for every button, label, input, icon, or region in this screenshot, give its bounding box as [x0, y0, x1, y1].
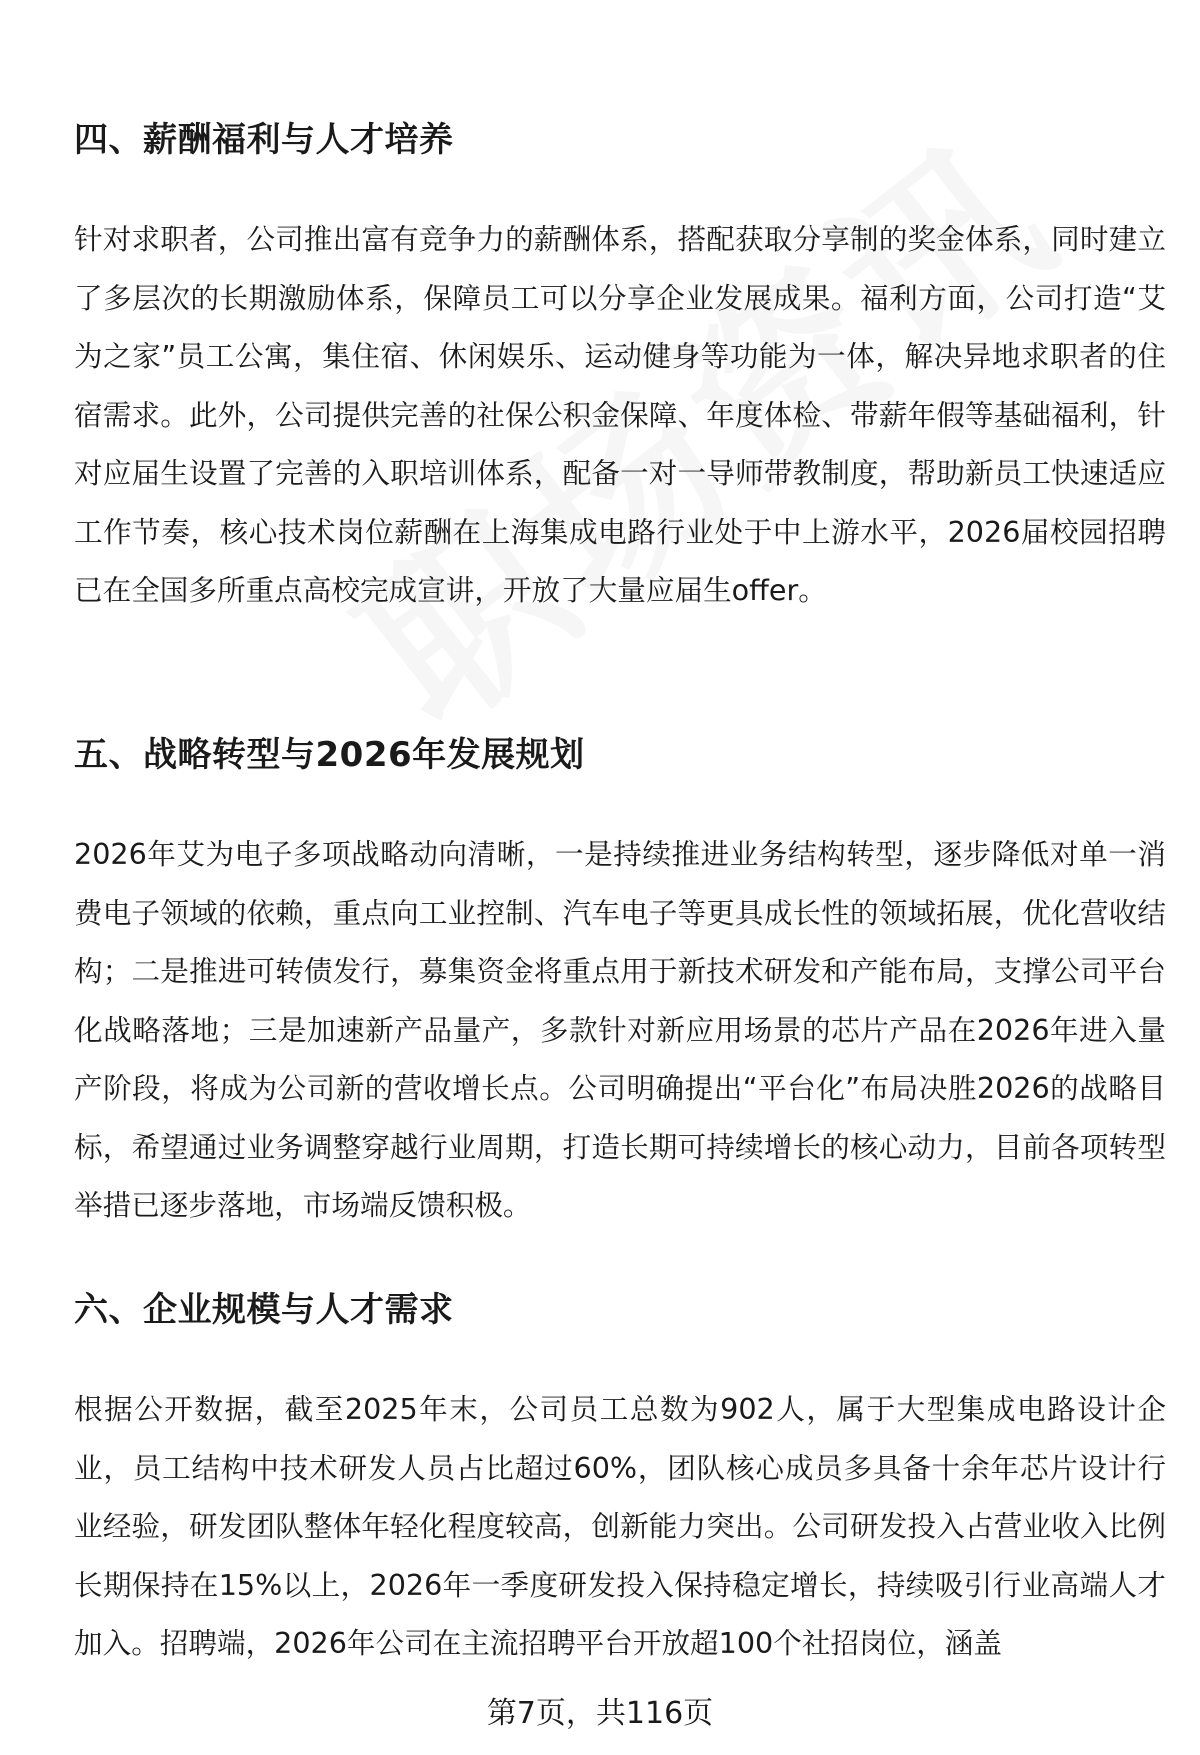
- section-heading: 四、薪酬福利与人才培养: [74, 120, 454, 160]
- section-paragraph: 根据公开数据，截至2025年末，公司员工总数为902人，属于大型集成电路设计企业，员工结构中技术研发人员占比超过60%，团队核心成员多具备十余年芯片设计行业经验，研发团队整体年轻化程度较高，创新能力突出。公司研发投入占营业收入比例长期保持在15%以上，2026年一季度研发投入保持稳定增长，持续吸引行业高端人才加入。招聘端，2026年公司在主流招聘平台开放超100个社招岗位，涵盖: [74, 1392, 1166, 1660]
- section-paragraph: 针对求职者，公司推出富有竞争力的薪酬体系，搭配获取分享制的奖金体系，同时建立了多层次的长期激励体系，保障员工可以分享企业发展成果。福利方面，公司打造“艾为之家”员工公寓，集住宿、休闲娱乐、运动健身等功能为一体，解决异地求职者的住宿需求。此外，公司提供完善的社保公积金保障、年度体检、带薪年假等基础福利，针对应届生设置了完善的入职培训体系，配备一对一导师带教制度，帮助新员工快速适应工作节奏，核心技术岗位薪酬在上海集成电路行业处于中上游水平，2026届校园招聘已在全国多所重点高校完成宣讲，开放了大量应届生offer。: [74, 222, 1166, 607]
- section-heading: 五、战略转型与2026年发展规划: [74, 735, 585, 775]
- section-paragraph: 2026年艾为电子多项战略动向清晰，一是持续推进业务结构转型，逐步降低对单一消费电子领域的依赖，重点向工业控制、汽车电子等更具成长性的领域拓展，优化营收结构；二是推进可转债发行，募集资金将重点用于新技术研发和产能布局，支撑公司平台化战略落地；三是加速新产品量产，多款针对新应用场景的芯片产品在2026年进入量产阶段，将成为公司新的营收增长点。公司明确提出“平台化”布局决胜2026的战略目标，希望通过业务调整穿越行业周期，打造长期可持续增长的核心动力，目前各项转型举措已逐步落地，市场端反馈积极。: [74, 837, 1166, 1222]
- section-heading: 六、企业规模与人才需求: [74, 1290, 454, 1330]
- page-number: 第7页，共116页: [486, 1696, 714, 1731]
